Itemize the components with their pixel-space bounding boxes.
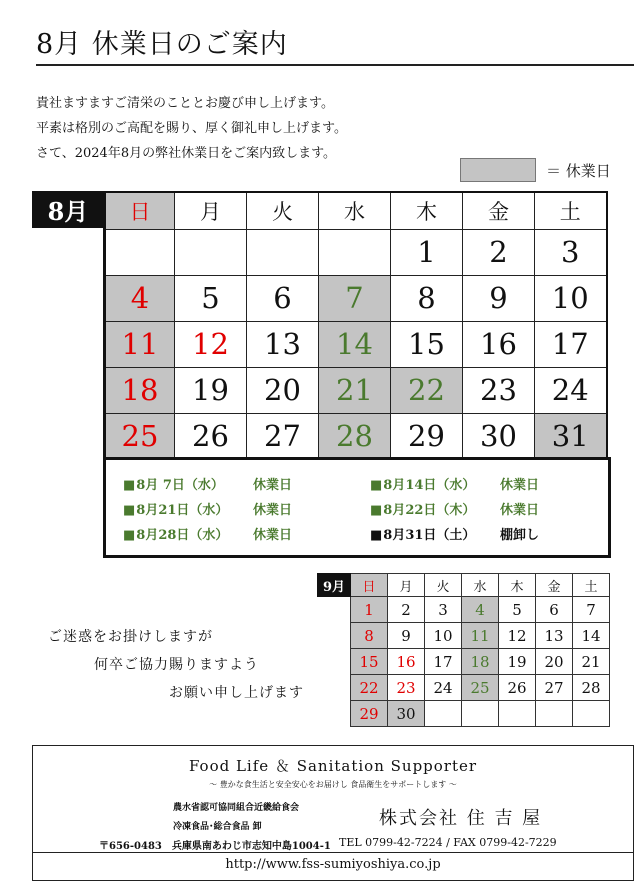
calendar-day xyxy=(499,701,536,727)
greeting-line-2: 平素は格別のご高配を賜り、厚く御礼申し上げます。 xyxy=(36,121,347,136)
calendar-day: 22 xyxy=(391,367,463,413)
calendar-day: 24 xyxy=(425,675,462,701)
note-date: 8月31日（土） xyxy=(383,528,476,543)
calendar-day: 21 xyxy=(573,649,610,675)
spacer-cell xyxy=(318,623,351,649)
september-month-tag: 9月 xyxy=(318,574,351,597)
company-name: 株式会社 住 吉 屋 xyxy=(379,808,543,829)
calendar-day xyxy=(462,701,499,727)
calendar-day: 4 xyxy=(105,275,175,321)
note-kind: 休業日 xyxy=(253,478,293,493)
footer-tagline: Food Life ＆ Sanitation Supporter xyxy=(188,757,478,775)
note-kind: 休業日 xyxy=(500,503,540,518)
calendar-day: 27 xyxy=(536,675,573,701)
closing-line-2: 何卒ご協力賜りますよう xyxy=(94,657,259,673)
calendar-day: 27 xyxy=(247,413,319,459)
calendar-day: 24 xyxy=(535,367,607,413)
calendar-day: 20 xyxy=(247,367,319,413)
calendar-week-row xyxy=(105,275,607,321)
note-kind: 棚卸し xyxy=(500,528,540,543)
calendar-day: 3 xyxy=(535,229,607,275)
calendar-day: 29 xyxy=(351,701,388,727)
calendar-day: 5 xyxy=(499,597,536,623)
note-marker-icon: ■ xyxy=(370,503,383,518)
company-address: 〒656-0483 兵庫県南あわじ市志知中島1004-1 xyxy=(99,841,331,852)
calendar-day: 10 xyxy=(425,623,462,649)
calendar-day: 30 xyxy=(463,413,535,459)
note-marker-icon: ■ xyxy=(370,478,383,493)
calendar-day: 9 xyxy=(388,623,425,649)
note-date: 8月21日（水） xyxy=(136,503,229,518)
footer-divider xyxy=(33,852,633,853)
calendar-day: 11 xyxy=(105,321,175,367)
note-kind: 休業日 xyxy=(253,503,293,518)
weekday-header: 木 xyxy=(391,192,463,229)
legend-swatch xyxy=(460,158,536,182)
footer-org-2: 冷凍食品･総合食品 卸 xyxy=(173,822,262,832)
holiday-note xyxy=(370,524,540,543)
weekday-header: 月 xyxy=(388,574,425,597)
calendar-day: 28 xyxy=(573,675,610,701)
calendar-week-row xyxy=(105,367,607,413)
weekday-header: 木 xyxy=(499,574,536,597)
calendar-day: 21 xyxy=(319,367,391,413)
note-date: 8月22日（木） xyxy=(383,503,476,518)
september-calendar xyxy=(317,573,610,727)
calendar-day: 14 xyxy=(573,623,610,649)
weekday-header: 月 xyxy=(175,192,247,229)
weekday-header: 日 xyxy=(351,574,388,597)
weekday-header: 水 xyxy=(319,192,391,229)
calendar-day: 13 xyxy=(536,623,573,649)
calendar-day: 23 xyxy=(388,675,425,701)
calendar-day: 26 xyxy=(499,675,536,701)
legend-label: ＝ 休業日 xyxy=(546,162,611,180)
calendar-day: 17 xyxy=(425,649,462,675)
calendar-week-row xyxy=(318,675,610,701)
calendar-day: 22 xyxy=(351,675,388,701)
calendar-day xyxy=(105,229,175,275)
calendar-day: 6 xyxy=(247,275,319,321)
note-date: 8月 7日（水） xyxy=(136,478,224,493)
calendar-day: 16 xyxy=(463,321,535,367)
calendar-day: 9 xyxy=(463,275,535,321)
calendar-day xyxy=(536,701,573,727)
note-marker-icon: ■ xyxy=(370,528,383,543)
calendar-day: 8 xyxy=(351,623,388,649)
calendar-week-row xyxy=(318,701,610,727)
greeting-line-3: さて、2024年8月の弊社休業日をご案内致します。 xyxy=(36,146,337,161)
spacer-cell xyxy=(318,649,351,675)
holiday-note xyxy=(123,524,293,543)
calendar-day: 5 xyxy=(175,275,247,321)
footer-subtitle: ～ 豊かな食生活と安全安心をお届けし 食品衛生をサポートします ～ xyxy=(209,780,457,789)
calendar-day: 6 xyxy=(536,597,573,623)
weekday-header: 日 xyxy=(105,192,175,229)
weekday-header: 土 xyxy=(535,192,607,229)
footer-org-1: 農水省認可協同組合近畿給食会 xyxy=(173,803,300,813)
calendar-day: 16 xyxy=(388,649,425,675)
calendar-day: 18 xyxy=(105,367,175,413)
calendar-day: 17 xyxy=(535,321,607,367)
calendar-week-row xyxy=(105,413,607,459)
calendar-day xyxy=(425,701,462,727)
calendar-day xyxy=(573,701,610,727)
calendar-day: 25 xyxy=(105,413,175,459)
spacer-cell xyxy=(318,701,351,727)
calendar-day: 12 xyxy=(499,623,536,649)
note-marker-icon: ■ xyxy=(123,503,136,518)
calendar-day: 28 xyxy=(319,413,391,459)
spacer-cell xyxy=(318,597,351,623)
calendar-day: 7 xyxy=(319,275,391,321)
calendar-day: 8 xyxy=(391,275,463,321)
calendar-day: 13 xyxy=(247,321,319,367)
calendar-week-row xyxy=(318,597,610,623)
calendar-day xyxy=(175,229,247,275)
calendar-day: 25 xyxy=(462,675,499,701)
closing-line-1: ご迷惑をお掛けしますが xyxy=(48,629,213,645)
calendar-day: 19 xyxy=(499,649,536,675)
weekday-header: 金 xyxy=(463,192,535,229)
company-footer xyxy=(32,745,634,881)
calendar-day: 30 xyxy=(388,701,425,727)
note-marker-icon: ■ xyxy=(123,528,136,543)
calendar-week-row xyxy=(105,229,607,275)
calendar-day: 1 xyxy=(391,229,463,275)
calendar-week-row xyxy=(105,321,607,367)
august-calendar xyxy=(103,191,608,460)
calendar-day xyxy=(319,229,391,275)
weekday-header: 金 xyxy=(536,574,573,597)
calendar-day xyxy=(247,229,319,275)
weekday-header: 土 xyxy=(573,574,610,597)
holiday-note xyxy=(123,474,293,493)
calendar-week-row xyxy=(318,623,610,649)
company-phone-fax: TEL 0799-42-7224 / FAX 0799-42-7229 xyxy=(339,836,557,849)
calendar-day: 31 xyxy=(535,413,607,459)
calendar-day: 12 xyxy=(175,321,247,367)
note-marker-icon: ■ xyxy=(123,478,136,493)
calendar-day: 15 xyxy=(391,321,463,367)
note-date: 8月28日（水） xyxy=(136,528,229,543)
calendar-day: 4 xyxy=(462,597,499,623)
spacer-cell xyxy=(318,675,351,701)
calendar-day: 2 xyxy=(463,229,535,275)
holiday-note xyxy=(370,474,540,493)
page-title: 8月 休業日のご案内 xyxy=(36,29,288,60)
weekday-header: 火 xyxy=(247,192,319,229)
weekday-header: 火 xyxy=(425,574,462,597)
calendar-day: 19 xyxy=(175,367,247,413)
note-kind: 休業日 xyxy=(253,528,293,543)
august-month-tag: 8月 xyxy=(32,191,104,228)
calendar-day: 23 xyxy=(463,367,535,413)
company-website-link[interactable]: http://www.fss-sumiyoshiya.co.jp xyxy=(225,857,441,872)
calendar-day: 2 xyxy=(388,597,425,623)
calendar-day: 11 xyxy=(462,623,499,649)
greeting-line-1: 貴社ますますご清栄のこととお慶び申し上げます。 xyxy=(36,96,334,111)
calendar-day: 7 xyxy=(573,597,610,623)
closing-line-3: お願い申し上げます xyxy=(169,685,304,701)
calendar-day: 1 xyxy=(351,597,388,623)
calendar-day: 18 xyxy=(462,649,499,675)
calendar-week-row xyxy=(318,649,610,675)
holiday-note xyxy=(123,499,293,518)
title-underline xyxy=(36,64,634,66)
calendar-day: 10 xyxy=(535,275,607,321)
holiday-notes xyxy=(103,457,611,558)
note-date: 8月14日（水） xyxy=(383,478,476,493)
weekday-header: 水 xyxy=(462,574,499,597)
calendar-day: 26 xyxy=(175,413,247,459)
holiday-note xyxy=(370,499,540,518)
calendar-day: 14 xyxy=(319,321,391,367)
calendar-day: 15 xyxy=(351,649,388,675)
calendar-day: 29 xyxy=(391,413,463,459)
note-kind: 休業日 xyxy=(500,478,540,493)
calendar-day: 20 xyxy=(536,649,573,675)
calendar-day: 3 xyxy=(425,597,462,623)
